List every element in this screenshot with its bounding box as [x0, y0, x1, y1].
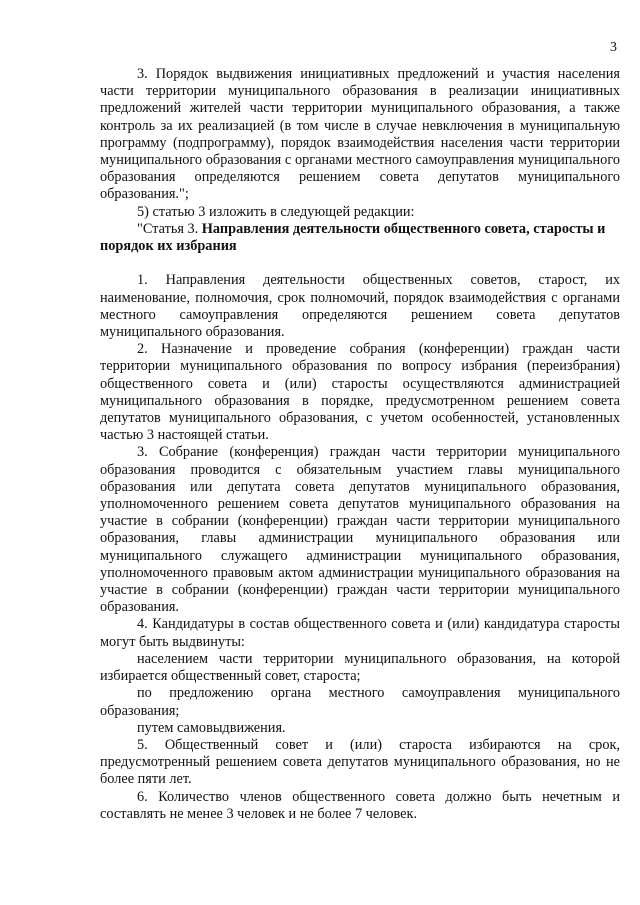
paragraph-item-3: 3. Собрание (конференция) граждан части территории муниципального образования проводится с обязательным участием главы муниципального образования или депутата совета депутатов муниципального образования, уполномоченного решением совета депутатов муниципального образования на участие в собрании (конференции) граждан части территории муниципального образования, главы администрации муниципального образования или муниципального служащего администрации муниципального образования, уполномоченного правовым актом администрации муниципального образования на участие в собрании (конференции) граждан части территории муниципального образования.	[100, 444, 620, 616]
blank-line	[100, 255, 620, 272]
paragraph-item-1: 1. Направления деятельности общественных советов, старост, их наименование, полномочия, срок полномочий, порядок взаимодействия с органами местного самоуправления определяются решением совета депутатов муниципального образования.	[100, 272, 620, 341]
article-title: Направления деятельности общественного совета, старосты и порядок их избрания	[100, 220, 606, 255]
paragraph-procedure-initiatives: 3. Порядок выдвижения инициативных предложений и участия населения части территории муниципального образования в реализации инициативных предложений жителей части территории муниципального образования, а также контроль за их реализацией (в том числе в случае невключения в муниципальную программу (подпрограмму), порядок взаимодействия населения части территории муниципального образования с органами местного самоуправления муниципального образования определяются решением совета депутатов муниципального образования.";	[100, 66, 620, 203]
paragraph-item-4-option-2: по предложению органа местного самоуправления муниципального образования;	[100, 685, 620, 719]
article-heading	[100, 221, 620, 255]
paragraph-item-4: 4. Кандидатуры в состав общественного совета и (или) кандидатура старосты могут быть выдвинуты:	[100, 616, 620, 650]
document-body	[100, 66, 620, 823]
paragraph-item-5: 5. Общественный совет и (или) староста избираются на срок, предусмотренный решением совета депутатов муниципального образования, но не более пяти лет.	[100, 736, 620, 788]
paragraph-item-4-option-1: населением части территории муниципального образования, на которой избирается общественный совет, староста;	[100, 650, 620, 685]
paragraph-item-2: 2. Назначение и проведение собрания (конференции) граждан части территории муниципального образования по вопросу избрания (переизбрания) общественного совета и (или) старосты осуществляются администрацией муниципального образования в порядке, предусмотренном решением совета депутатов муниципального образования, с учетом особенностей, установленных частью 3 настоящей статьи.	[100, 341, 620, 444]
paragraph-amendment-intro: 5) статью 3 изложить в следующей редакции:	[137, 203, 415, 220]
paragraph-item-6: 6. Количество членов общественного совета должно быть нечетным и составлять не менее 3 человек и не более 7 человек.	[100, 788, 620, 822]
page-number: 3	[610, 40, 617, 55]
paragraph-item-4-option-3: путем самовыдвижения.	[137, 719, 286, 736]
article-prefix: "Статья 3.	[137, 220, 202, 237]
